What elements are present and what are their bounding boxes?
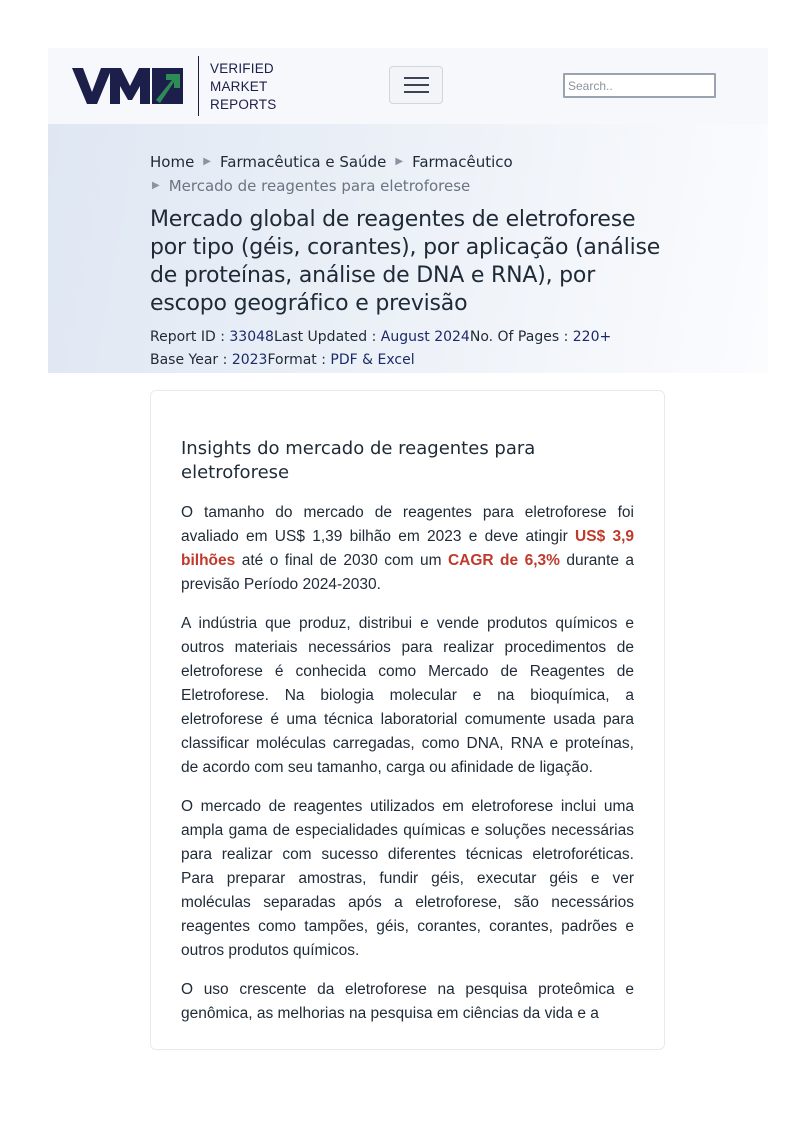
breadcrumb-pharma-health[interactable]: Farmacêutica e Saúde	[220, 153, 387, 171]
chevron-right-icon: ▶	[395, 156, 404, 167]
site-header	[48, 48, 768, 125]
logo-line: MARKET	[210, 79, 268, 94]
insights-card	[150, 390, 665, 1050]
insights-paragraph: O mercado de reagentes utilizados em eletroforese inclui uma ampla gama de especialidades químicas e soluções necessárias para realizar com sucesso diferentes técnicas eletroforéticas. Para preparar amostras, fundir géis, executar géis e ver moléculas separadas após a eletroforese, são necessários reagentes como tampões, géis, corantes, corantes, padrões e outros produtos químicos.	[181, 798, 634, 959]
base-year-label: Base Year :	[150, 352, 232, 368]
pages-value: 220+	[572, 329, 612, 345]
base-year-value: 2023	[231, 352, 268, 368]
site-logo[interactable]	[72, 64, 184, 108]
chevron-right-icon: ▶	[203, 156, 211, 167]
breadcrumb-pharmaceutical[interactable]: Farmacêutico	[412, 153, 513, 171]
paragraph-text: durante a previsão Período 2024-2030.	[181, 552, 635, 593]
insights-paragraph	[181, 501, 634, 597]
breadcrumb-home[interactable]: Home	[150, 153, 195, 171]
breadcrumb	[150, 150, 670, 198]
insights-body	[181, 501, 634, 1041]
search-input[interactable]	[563, 73, 716, 98]
logo-divider	[198, 56, 199, 116]
last-updated-label: Last Updated :	[273, 329, 381, 345]
paragraph-text: O tamanho do mercado de reagentes para eletroforese foi avaliado em US$ 1,39 bilhão em 2023 e deve atingir	[181, 504, 634, 545]
insights-title: Insights do mercado de reagentes para eletroforese	[181, 438, 536, 483]
format-value: PDF & Excel	[330, 352, 415, 368]
highlight-market-value: US$ 3,9 bilhões	[181, 528, 634, 569]
logo-wordmark	[210, 60, 300, 114]
report-id-label: Report ID :	[150, 329, 230, 345]
menu-toggle-button[interactable]	[389, 66, 443, 104]
breadcrumb-current: Mercado de reagentes para eletroforese	[168, 177, 471, 195]
insights-paragraph: O uso crescente da eletroforese na pesquisa proteômica e genômica, as melhorias na pesquisa em ciências da vida e a	[181, 981, 634, 1022]
report-hero	[48, 124, 768, 373]
report-id-value: 33048	[229, 329, 274, 345]
vmr-logo-icon	[72, 66, 184, 106]
page-title: Mercado global de reagentes de eletroforese por tipo (géis, corantes), por aplicação (análise de proteínas, análise de DNA e RNA), por escopo geográfico e previsão	[150, 207, 661, 316]
logo-line: REPORTS	[210, 97, 277, 112]
paragraph-text: até o final de 2030 com um	[235, 552, 448, 569]
last-updated-value: August 2024	[380, 329, 470, 345]
chevron-right-icon: ▶	[152, 180, 160, 191]
report-meta	[150, 326, 690, 372]
insights-paragraph: A indústria que produz, distribui e vende produtos químicos e outros materiais necessários para realizar procedimentos de eletroforese é conhecida como Mercado de Reagentes de Eletroforese. Na biologia molecular e na bioquímica, a eletroforese é uma técnica laboratorial comumente usada para classificar moléculas carregadas, como DNA, RNA e proteínas, de acordo com seu tamanho, carga ou afinidade de ligação.	[181, 615, 634, 776]
format-label: Format :	[267, 352, 331, 368]
logo-line: VERIFIED	[210, 61, 274, 76]
pages-label: No. Of Pages :	[469, 329, 573, 345]
highlight-cagr: CAGR de 6,3%	[447, 552, 560, 569]
